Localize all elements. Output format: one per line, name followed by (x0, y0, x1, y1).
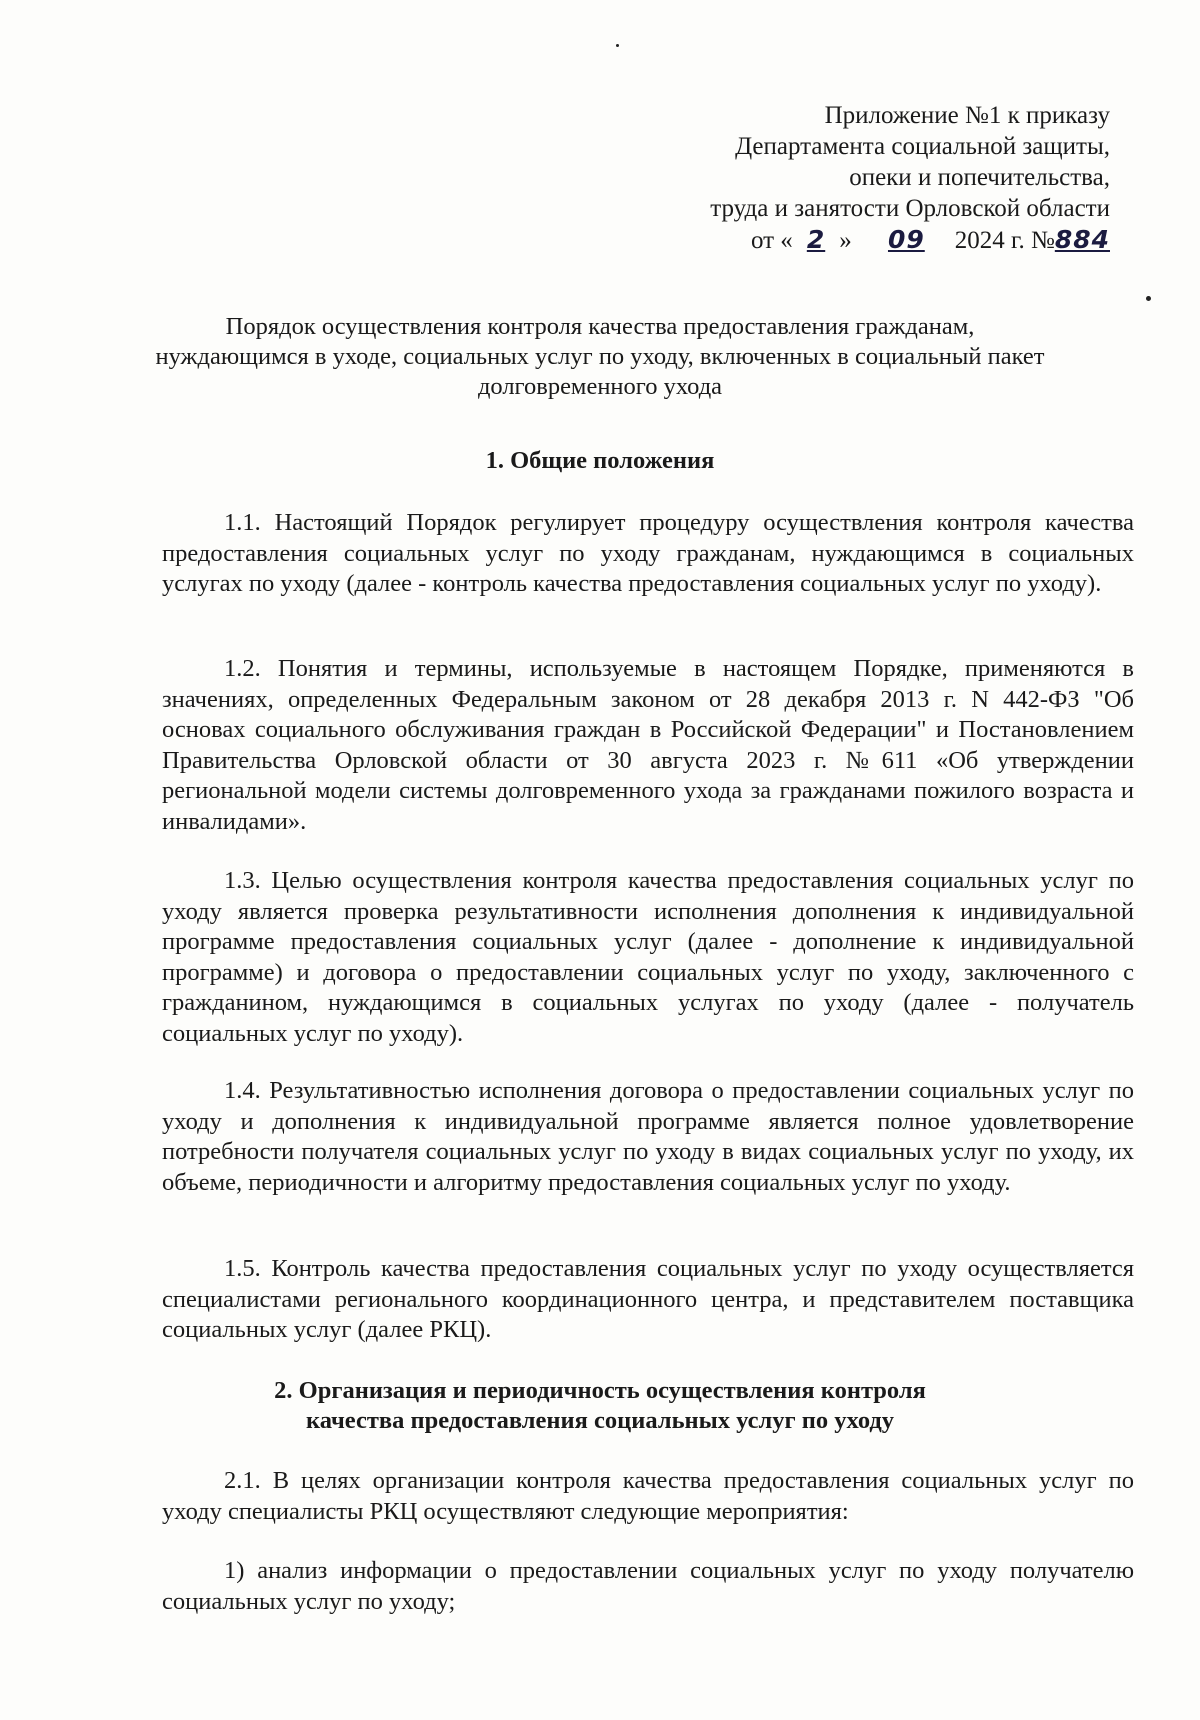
section-2-heading (150, 1376, 1050, 1436)
paragraph-2-1: 2.1. В целях организации контроля качества предоставления социальных услуг по уходу специалисты РКЦ осуществляют следующие мероприятия: (162, 1467, 1134, 1525)
scan-speck (616, 44, 619, 47)
handwritten-day: 2 (806, 225, 826, 254)
handwritten-month: 09 (887, 225, 925, 254)
appendix-line: труда и занятости Орловской области (710, 195, 1110, 222)
paragraph-1-2: 1.2. Понятия и термины, используемые в настоящем Порядке, применяются в значениях, определенных Федеральным законом от 28 декабря 2013 г. N 442-ФЗ "Об основах социального обслуживания граждан в Российской Федерации" и Постановлением Правительства Орловской области от 30 августа 2023 г. №611 «Об утверждении региональной модели системы долговременного ухода за гражданами пожилого возраста и инвалидами». (162, 655, 1134, 835)
year-text: 2024 г. № (954, 227, 1055, 254)
paragraph-1-4: 1.4. Результативностью исполнения договора о предоставлении социальных услуг по уходу и дополнения к индивидуальной программе является полное удовлетворение потребности получателя социальных услуг по уходу в видах социальных услуг по уходу, их объеме, периодичности и алгоритму предоставления социальных услуг по уходу. (162, 1077, 1134, 1196)
paragraph-1-3: 1.3. Целью осуществления контроля качества предоставления социальных услуг по уходу является проверка результативности исполнения дополнения к индивидуальной программе предоставления социальных услуг (далее - дополнение к индивидуальной программе) и договора о предоставлении социальных услуг по уходу, заключенного с гражданином, нуждающимся в социальных услугах по уходу (далее - получатель социальных услуг по уходу). (162, 867, 1134, 1047)
appendix-line: Департамента социальной защиты, (735, 133, 1110, 160)
date-prefix: от « (750, 227, 793, 254)
appendix-date-line (590, 224, 1110, 256)
paragraph-2-1-item-1: 1) анализ информации о предоставлении социальных услуг по уходу получателю социальных услуг по уходу; (162, 1557, 1134, 1615)
appendix-line: Приложение №1 к приказу (824, 102, 1110, 129)
appendix-block (590, 100, 1110, 256)
section-2-heading-line: качества предоставления социальных услуг по уходу (305, 1407, 895, 1434)
section-1-heading: 1. Общие положения (485, 447, 715, 474)
section-2-heading-line: 2. Организация и периодичность осуществления контроля (274, 1377, 926, 1404)
paragraph-1-5: 1.5. Контроль качества предоставления социальных услуг по уходу осуществляется специалистами регионального координационного центра, и представителем поставщика социальных услуг (далее РКЦ). (162, 1255, 1134, 1343)
document-title: Порядок осуществления контроля качества предоставления гражданам, нуждающимся в уходе, социальных услуг по уходу, включенных в социальный пакет долговременного ухода (155, 313, 1045, 400)
appendix-line: опеки и попечительства, (849, 164, 1110, 191)
paragraph-1-1: 1.1. Настоящий Порядок регулирует процедуру осуществления контроля качества предоставления социальных услуг по уходу гражданам, нуждающимся в социальных услугах по уходу (далее - контроль качества предоставления социальных услуг по уходу). (162, 509, 1134, 597)
date-mid: » (839, 227, 852, 254)
handwritten-number: 884 (1054, 225, 1110, 254)
scan-speck (1146, 296, 1151, 301)
